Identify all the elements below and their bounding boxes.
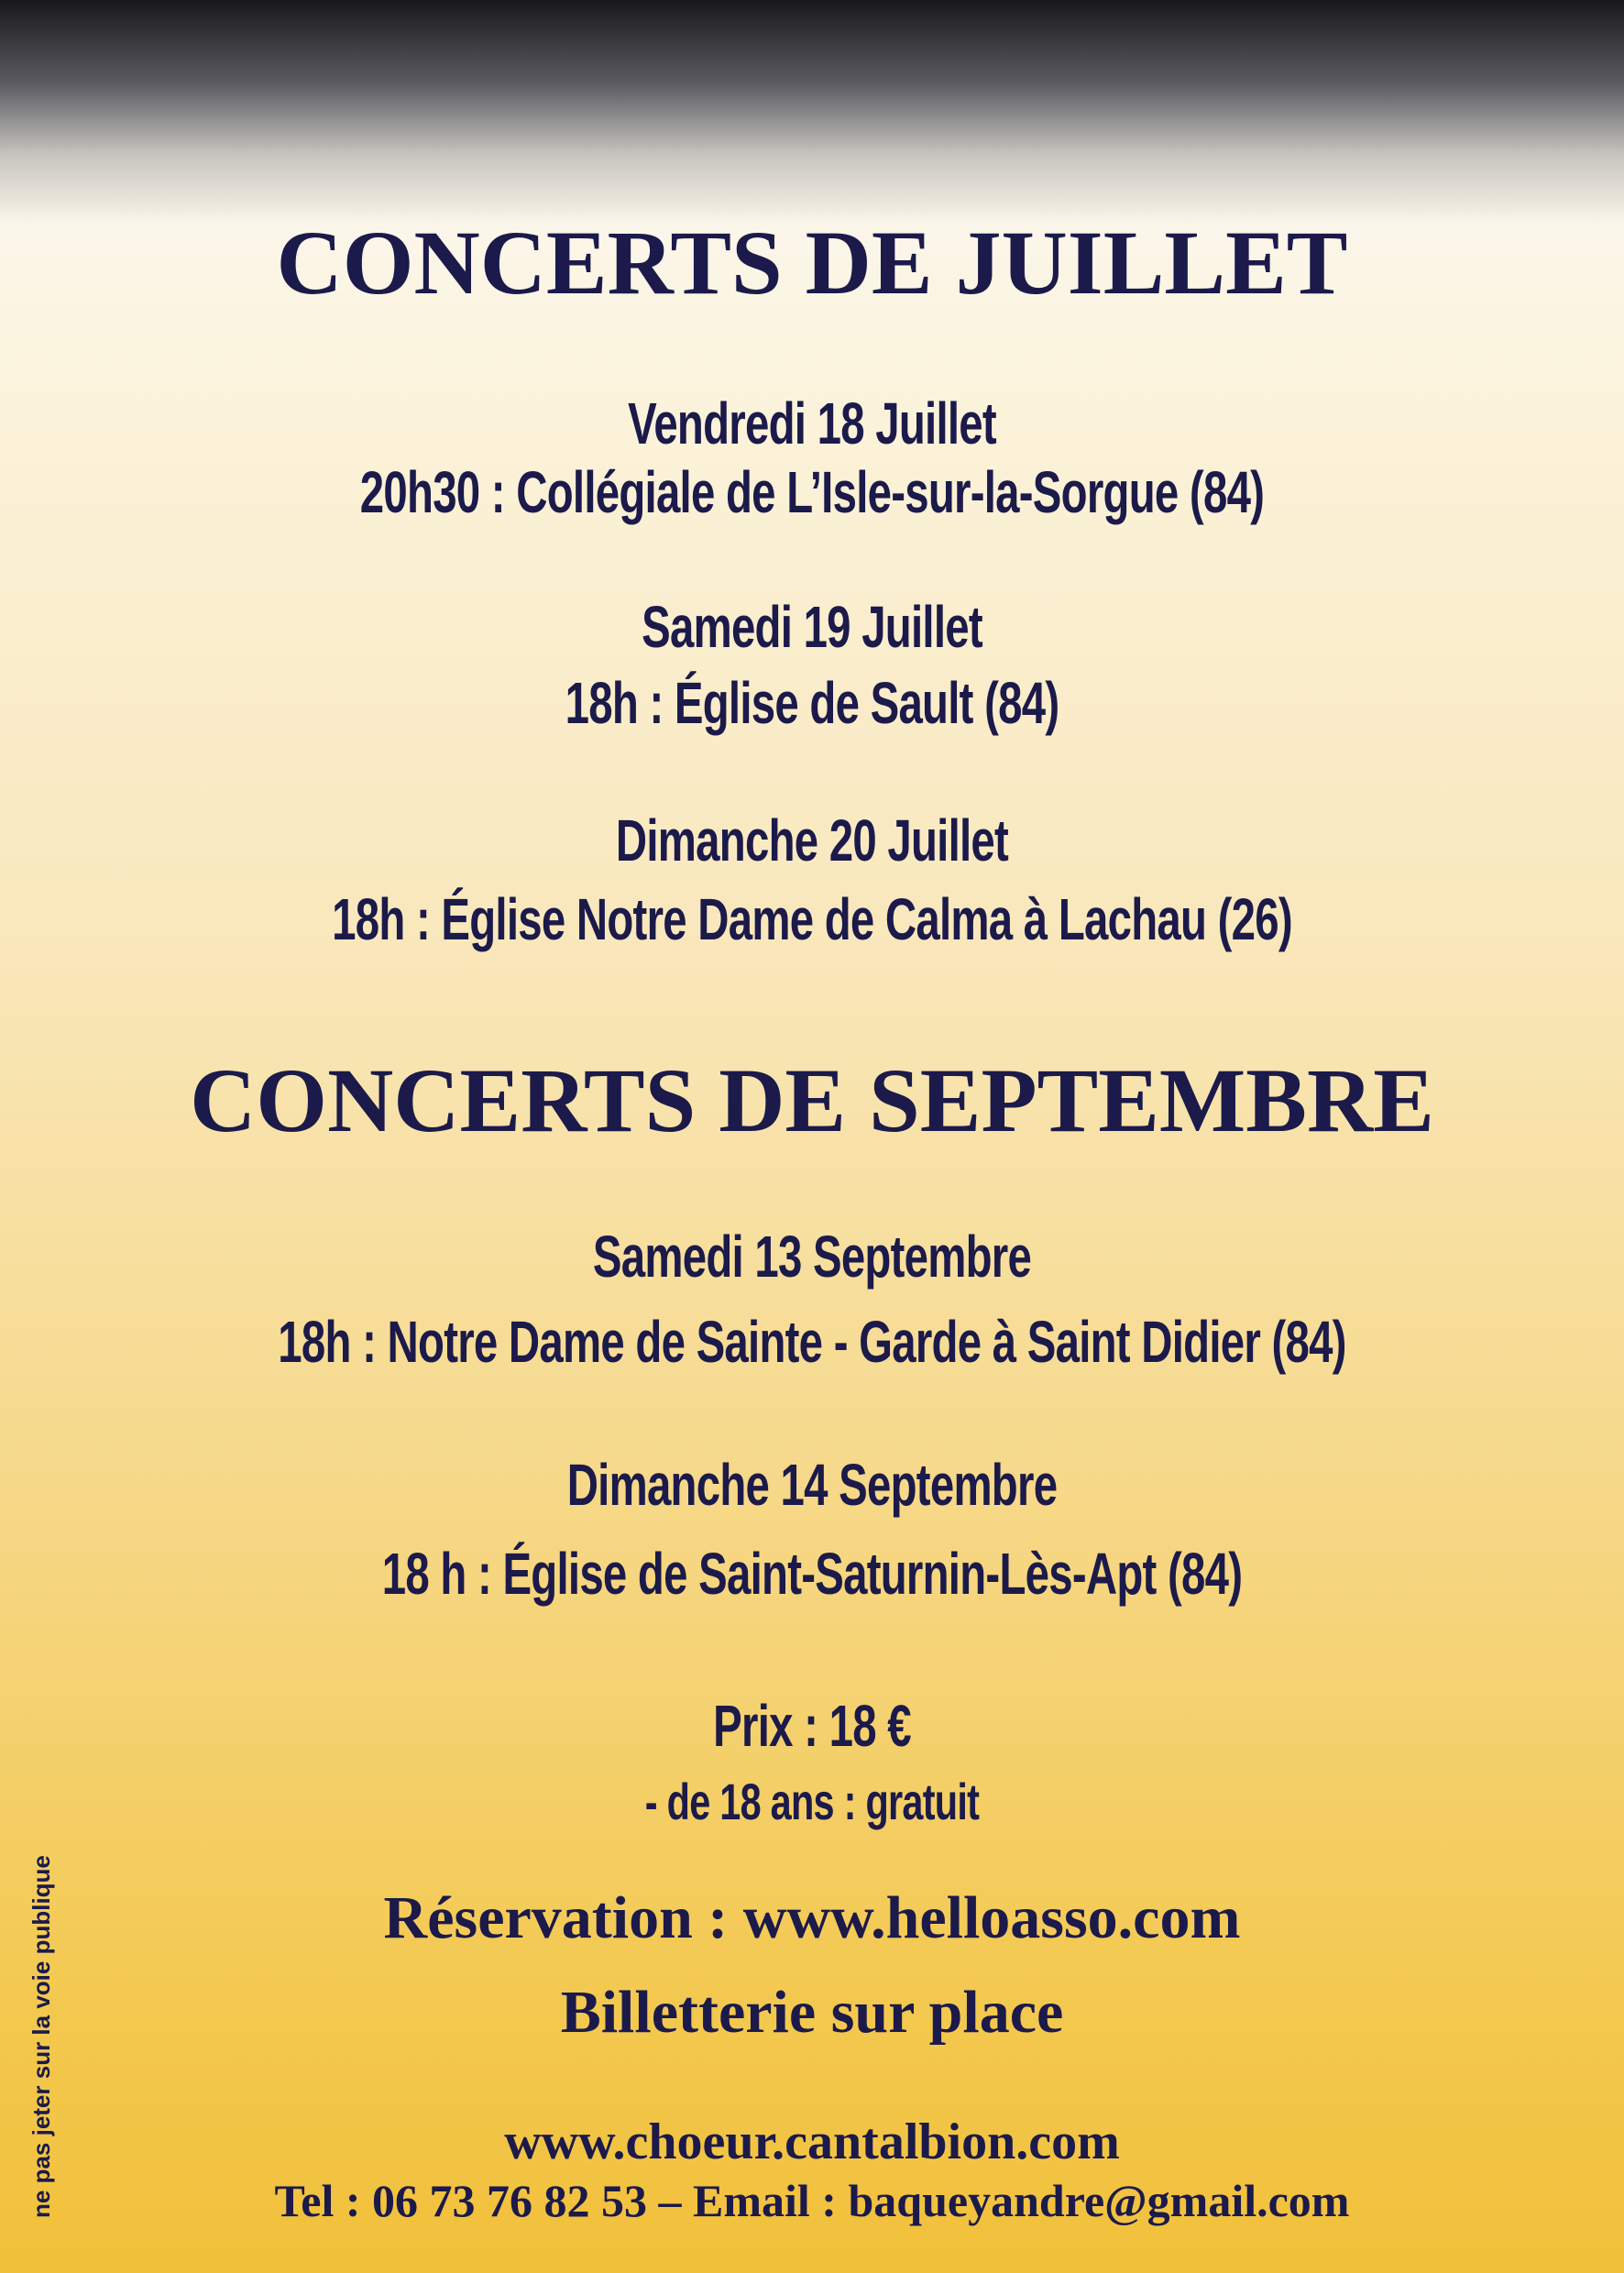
event-detail-july-19: 18h : Église de Sault (84)	[565, 670, 1059, 736]
event-detail-september-13: 18h : Notre Dame de Sainte - Garde à Saint Didier (84)	[278, 1309, 1346, 1375]
reservation-text: Réservation : www.helloasso.com	[383, 1884, 1241, 1951]
event-day-july-20: Dimanche 20 Juillet	[615, 807, 1009, 873]
event-detail-september-14: 18 h : Église de Saint-Saturnin-Lès-Apt (84)	[381, 1541, 1243, 1607]
event-day-september-13: Samedi 13 Septembre	[592, 1224, 1032, 1290]
website-link[interactable]: www.choeur.cantalbion.com	[504, 2114, 1120, 2170]
event-detail-july-18: 20h30 : Collégiale de L’Isle-sur-la-Sorgue (84)	[359, 459, 1265, 525]
event-day-september-14: Dimanche 14 Septembre	[566, 1452, 1058, 1518]
onsite-ticketing-text: Billetterie sur place	[560, 1979, 1064, 2046]
event-day-july-19: Samedi 19 Juillet	[642, 594, 982, 660]
price-label: Prix : 18 €	[713, 1693, 911, 1759]
event-day-july-18: Vendredi 18 Juillet	[628, 390, 996, 456]
price-youth: - de 18 ans : gratuit	[644, 1773, 980, 1830]
side-notice: ne pas jeter sur la voie publique	[27, 1855, 55, 2218]
september-heading: CONCERTS DE SEPTEMBRE	[190, 1049, 1434, 1151]
contact-info: Tel : 06 73 76 82 53 – Email : baqueyandre@gmail.com	[274, 2175, 1350, 2226]
july-heading: CONCERTS DE JUILLET	[276, 212, 1348, 313]
event-detail-july-20: 18h : Église Notre Dame de Calma à Lachau (26)	[332, 886, 1292, 952]
